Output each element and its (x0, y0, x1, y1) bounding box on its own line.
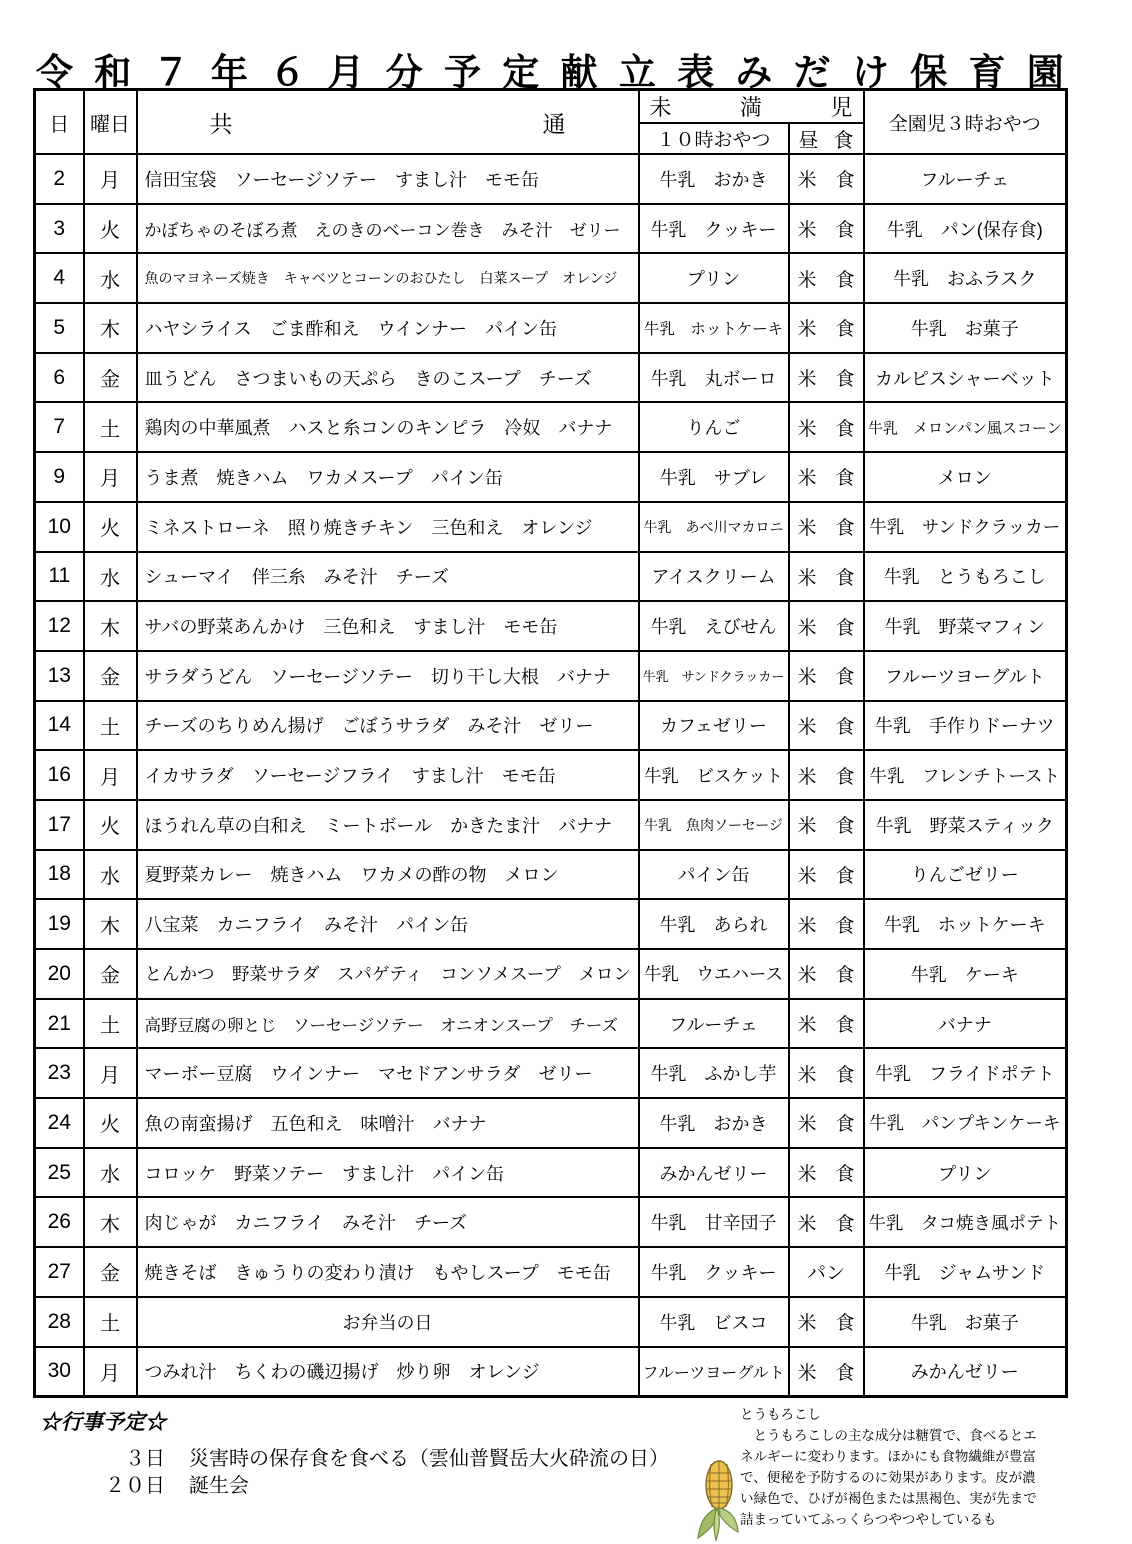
day-cell: 12 (35, 601, 84, 651)
snack3-cell: 牛乳 ホットケーキ (864, 899, 1067, 949)
event-item (60, 1473, 669, 1500)
day-cell: 26 (35, 1197, 84, 1247)
weekday-cell: 月 (84, 452, 137, 502)
day-cell: 9 (35, 452, 84, 502)
lunch-cell: 米 食 (789, 204, 864, 254)
menu-table-row (35, 204, 1067, 254)
menu-table-row (35, 402, 1067, 452)
common-menu-cell: とんかつ 野菜サラダ スパゲティ コンソメスープ メロン (137, 949, 639, 999)
menu-table-row (35, 1148, 1067, 1198)
lunch-cell: 米 食 (789, 949, 864, 999)
lunch-cell: 米 食 (789, 552, 864, 602)
day-cell: 10 (35, 502, 84, 552)
lunch-cell: 米 食 (789, 253, 864, 303)
snack3-cell: 牛乳 メロンパン風スコーン (864, 402, 1067, 452)
snack10-cell: 牛乳 えびせん (639, 601, 789, 651)
snack10-cell: みかんゼリー (639, 1148, 789, 1198)
snack10-cell: フルーチェ (639, 999, 789, 1049)
lunch-cell: 米 食 (789, 502, 864, 552)
day-cell: 11 (35, 552, 84, 602)
day-cell: 2 (35, 154, 84, 204)
weekday-cell: 火 (84, 800, 137, 850)
common-menu-cell: サラダうどん ソーセージソテー 切り干し大根 バナナ (137, 651, 639, 701)
weekday-cell: 月 (84, 1048, 137, 1098)
snack10-cell: 牛乳 おかき (639, 154, 789, 204)
snack10-cell: 牛乳 クッキー (639, 1247, 789, 1297)
common-menu-cell: ハヤシライス ごま酢和え ウインナー パイン缶 (137, 303, 639, 353)
snack3-cell: 牛乳 パン(保存食) (864, 204, 1067, 254)
menu-table-row (35, 601, 1067, 651)
lunch-cell: 米 食 (789, 1347, 864, 1397)
snack10-cell: 牛乳 クッキー (639, 204, 789, 254)
day-cell: 13 (35, 651, 84, 701)
common-menu-cell: コロッケ 野菜ソテー すまし汁 パイン缶 (137, 1148, 639, 1198)
snack3-cell: 牛乳 パンプキンケーキ (864, 1098, 1067, 1148)
weekday-cell: 木 (84, 303, 137, 353)
snack3-cell: 牛乳 とうもろこし (864, 552, 1067, 602)
day-cell: 24 (35, 1098, 84, 1148)
weekday-cell: 月 (84, 1347, 137, 1397)
column-header-under-age: 未 満 児 (639, 90, 864, 124)
lunch-cell: 米 食 (789, 1197, 864, 1247)
day-cell: 16 (35, 750, 84, 800)
weekday-cell: 金 (84, 651, 137, 701)
lunch-cell: 米 食 (789, 1048, 864, 1098)
common-menu-cell: 魚の南蛮揚げ 五色和え 味噌汁 バナナ (137, 1098, 639, 1148)
snack3-cell: バナナ (864, 999, 1067, 1049)
common-menu-cell: つみれ汁 ちくわの磯辺揚げ 炒り卵 オレンジ (137, 1347, 639, 1397)
lunch-cell: 米 食 (789, 601, 864, 651)
weekday-cell: 火 (84, 1098, 137, 1148)
weekday-cell: 水 (84, 552, 137, 602)
common-menu-cell: うま煮 焼きハム ワカメスープ パイン缶 (137, 452, 639, 502)
lunch-cell: 米 食 (789, 800, 864, 850)
snack10-cell: 牛乳 サブレ (639, 452, 789, 502)
snack3-cell: みかんゼリー (864, 1347, 1067, 1397)
menu-table-row (35, 552, 1067, 602)
menu-table-row (35, 303, 1067, 353)
common-menu-cell: チーズのちりめん揚げ ごぼうサラダ みそ汁 ゼリー (137, 701, 639, 751)
snack10-cell: 牛乳 丸ボーロ (639, 353, 789, 403)
snack10-cell: 牛乳 ホットケーキ (639, 303, 789, 353)
snack10-cell: 牛乳 おかき (639, 1098, 789, 1148)
snack10-cell: 牛乳 ビスケット (639, 750, 789, 800)
snack10-cell: フルーツヨーグルト (639, 1347, 789, 1397)
snack3-cell: 牛乳 ジャムサンド (864, 1247, 1067, 1297)
day-cell: 30 (35, 1347, 84, 1397)
snack10-cell: りんご (639, 402, 789, 452)
menu-table-row (35, 949, 1067, 999)
day-cell: 17 (35, 800, 84, 850)
common-menu-cell: 焼きそば きゅうりの変わり漬け もやしスープ モモ缶 (137, 1247, 639, 1297)
common-menu-cell: ミネストローネ 照り焼きチキン 三色和え オレンジ (137, 502, 639, 552)
lunch-cell: 米 食 (789, 402, 864, 452)
lunch-cell: 米 食 (789, 899, 864, 949)
menu-table-row (35, 1297, 1067, 1347)
weekday-cell: 水 (84, 850, 137, 900)
snack3-cell: 牛乳 ケーキ (864, 949, 1067, 999)
lunch-cell: パン (789, 1247, 864, 1297)
column-header-common: 共 通 (137, 90, 639, 155)
menu-table-row (35, 1197, 1067, 1247)
snack10-cell: 牛乳 あられ (639, 899, 789, 949)
day-cell: 4 (35, 253, 84, 303)
snack3-cell: フルーチェ (864, 154, 1067, 204)
snack3-cell: 牛乳 野菜マフィン (864, 601, 1067, 651)
day-cell: 7 (35, 402, 84, 452)
menu-table-row (35, 353, 1067, 403)
event-text: 災害時の保存食を食べる（雲仙普賢岳大火砕流の日） (189, 1448, 669, 1470)
events-heading: ☆行事予定☆ (40, 1411, 166, 1434)
day-cell: 3 (35, 204, 84, 254)
day-cell: 14 (35, 701, 84, 751)
snack10-cell: 牛乳 ビスコ (639, 1297, 789, 1347)
common-menu-cell: マーボー豆腐 ウインナー マセドアンサラダ ゼリー (137, 1048, 639, 1098)
menu-table-row (35, 850, 1067, 900)
common-menu-cell: 八宝菜 カニフライ みそ汁 パイン缶 (137, 899, 639, 949)
snack10-cell: 牛乳 甘辛団子 (639, 1197, 789, 1247)
lunch-cell: 米 食 (789, 154, 864, 204)
weekday-cell: 土 (84, 999, 137, 1049)
event-text: 誕生会 (189, 1475, 249, 1497)
menu-table-row (35, 1347, 1067, 1397)
day-cell: 25 (35, 1148, 84, 1198)
weekday-cell: 水 (84, 1148, 137, 1198)
event-item (60, 1446, 669, 1473)
lunch-cell: 米 食 (789, 353, 864, 403)
corn-icon (692, 1458, 744, 1542)
common-menu-cell: 皿うどん さつまいもの天ぷら きのこスープ チーズ (137, 353, 639, 403)
menu-table-row (35, 701, 1067, 751)
weekday-cell: 金 (84, 949, 137, 999)
snack10-cell: パイン缶 (639, 850, 789, 900)
column-header-snack10: １０時おやつ (639, 123, 789, 154)
common-menu-cell: かぼちゃのそぼろ煮 えのきのベーコン巻き みそ汁 ゼリー (137, 204, 639, 254)
weekday-cell: 金 (84, 1247, 137, 1297)
food-note-title: とうもろこし (740, 1407, 821, 1422)
snack10-cell: 牛乳 あべ川マカロニ (639, 502, 789, 552)
day-cell: 5 (35, 303, 84, 353)
weekday-cell: 木 (84, 899, 137, 949)
food-note-body: とうもろこしの主な成分は糖質で、食べるとエネルギーに変わります。ほかにも食物繊維が豊富で、便秘を予防するのに効果があります。皮が濃い緑色で、ひげが褐色または黒褐色、実が先まで詰まっていてふっくらつやつやしているも (740, 1428, 1037, 1527)
lunch-cell: 米 食 (789, 651, 864, 701)
snack3-cell: 牛乳 フライドポテト (864, 1048, 1067, 1098)
column-header-snack3: 全園児３時おやつ (864, 90, 1067, 155)
snack3-cell: カルピスシャーベット (864, 353, 1067, 403)
day-cell: 28 (35, 1297, 84, 1347)
column-header-weekday: 曜日 (84, 90, 137, 155)
menu-table-row (35, 1098, 1067, 1148)
weekday-cell: 月 (84, 154, 137, 204)
common-menu-cell: 魚のマヨネーズ焼き キャベツとコーンのおひたし 白菜スープ オレンジ (137, 253, 639, 303)
snack3-cell: 牛乳 おふラスク (864, 253, 1067, 303)
weekday-cell: 水 (84, 253, 137, 303)
common-menu-cell: シューマイ 伴三糸 みそ汁 チーズ (137, 552, 639, 602)
menu-table-row (35, 750, 1067, 800)
snack3-cell: 牛乳 サンドクラッカー (864, 502, 1067, 552)
lunch-cell: 米 食 (789, 1297, 864, 1347)
event-date: ２０日 (105, 1475, 165, 1497)
food-note (740, 1404, 1040, 1530)
menu-table-row (35, 1247, 1067, 1297)
common-menu-cell: 鶏肉の中華風煮 ハスと糸コンのキンピラ 冷奴 バナナ (137, 402, 639, 452)
lunch-cell: 米 食 (789, 850, 864, 900)
snack3-cell: メロン (864, 452, 1067, 502)
snack10-cell: 牛乳 ふかし芋 (639, 1048, 789, 1098)
snack3-cell: 牛乳 お菓子 (864, 303, 1067, 353)
menu-table-row (35, 253, 1067, 303)
day-cell: 27 (35, 1247, 84, 1297)
column-header-lunch: 昼 食 (789, 123, 864, 154)
snack10-cell: 牛乳 ウエハース (639, 949, 789, 999)
common-menu-cell: 信田宝袋 ソーセージソテー すまし汁 モモ缶 (137, 154, 639, 204)
column-header-day: 日 (35, 90, 84, 155)
common-menu-cell: お弁当の日 (137, 1297, 639, 1347)
menu-table-row (35, 899, 1067, 949)
weekday-cell: 土 (84, 402, 137, 452)
weekday-cell: 火 (84, 204, 137, 254)
weekday-cell: 木 (84, 1197, 137, 1247)
day-cell: 20 (35, 949, 84, 999)
event-date: ３日 (125, 1448, 165, 1470)
events-list (60, 1446, 669, 1500)
weekday-cell: 土 (84, 1297, 137, 1347)
lunch-cell: 米 食 (789, 999, 864, 1049)
snack3-cell: 牛乳 手作りドーナツ (864, 701, 1067, 751)
day-cell: 23 (35, 1048, 84, 1098)
weekday-cell: 木 (84, 601, 137, 651)
snack10-cell: 牛乳 サンドクラッカー (639, 651, 789, 701)
day-cell: 6 (35, 353, 84, 403)
lunch-cell: 米 食 (789, 1148, 864, 1198)
snack10-cell: プリン (639, 253, 789, 303)
snack3-cell: 牛乳 野菜スティック (864, 800, 1067, 850)
lunch-cell: 米 食 (789, 303, 864, 353)
menu-table-row (35, 800, 1067, 850)
weekday-cell: 金 (84, 353, 137, 403)
common-menu-cell: イカサラダ ソーセージフライ すまし汁 モモ缶 (137, 750, 639, 800)
menu-table-row (35, 1048, 1067, 1098)
menu-table (33, 88, 1068, 1398)
common-menu-cell: 夏野菜カレー 焼きハム ワカメの酢の物 メロン (137, 850, 639, 900)
menu-table-row (35, 651, 1067, 701)
snack3-cell: 牛乳 フレンチトースト (864, 750, 1067, 800)
common-menu-cell: 肉じゃが カニフライ みそ汁 チーズ (137, 1197, 639, 1247)
page-title: 令 和 ７ 年 ６ 月 分 予 定 献 立 表 み だ け 保 育 園 (36, 52, 1064, 93)
snack10-cell: 牛乳 魚肉ソーセージ (639, 800, 789, 850)
day-cell: 18 (35, 850, 84, 900)
snack3-cell: プリン (864, 1148, 1067, 1198)
snack10-cell: カフェゼリー (639, 701, 789, 751)
lunch-cell: 米 食 (789, 750, 864, 800)
weekday-cell: 月 (84, 750, 137, 800)
lunch-cell: 米 食 (789, 701, 864, 751)
snack10-cell: アイスクリーム (639, 552, 789, 602)
common-menu-cell: ほうれん草の白和え ミートボール かきたま汁 バナナ (137, 800, 639, 850)
day-cell: 19 (35, 899, 84, 949)
snack3-cell: 牛乳 タコ焼き風ポテト (864, 1197, 1067, 1247)
common-menu-cell: 高野豆腐の卵とじ ソーセージソテー オニオンスープ チーズ (137, 999, 639, 1049)
lunch-cell: 米 食 (789, 1098, 864, 1148)
lunch-cell: 米 食 (789, 452, 864, 502)
weekday-cell: 土 (84, 701, 137, 751)
menu-table-row (35, 452, 1067, 502)
weekday-cell: 火 (84, 502, 137, 552)
menu-table-row (35, 502, 1067, 552)
snack3-cell: りんごゼリー (864, 850, 1067, 900)
menu-table-row (35, 154, 1067, 204)
snack3-cell: 牛乳 お菓子 (864, 1297, 1067, 1347)
snack3-cell: フルーツヨーグルト (864, 651, 1067, 701)
common-menu-cell: サバの野菜あんかけ 三色和え すまし汁 モモ缶 (137, 601, 639, 651)
menu-table-row (35, 999, 1067, 1049)
day-cell: 21 (35, 999, 84, 1049)
